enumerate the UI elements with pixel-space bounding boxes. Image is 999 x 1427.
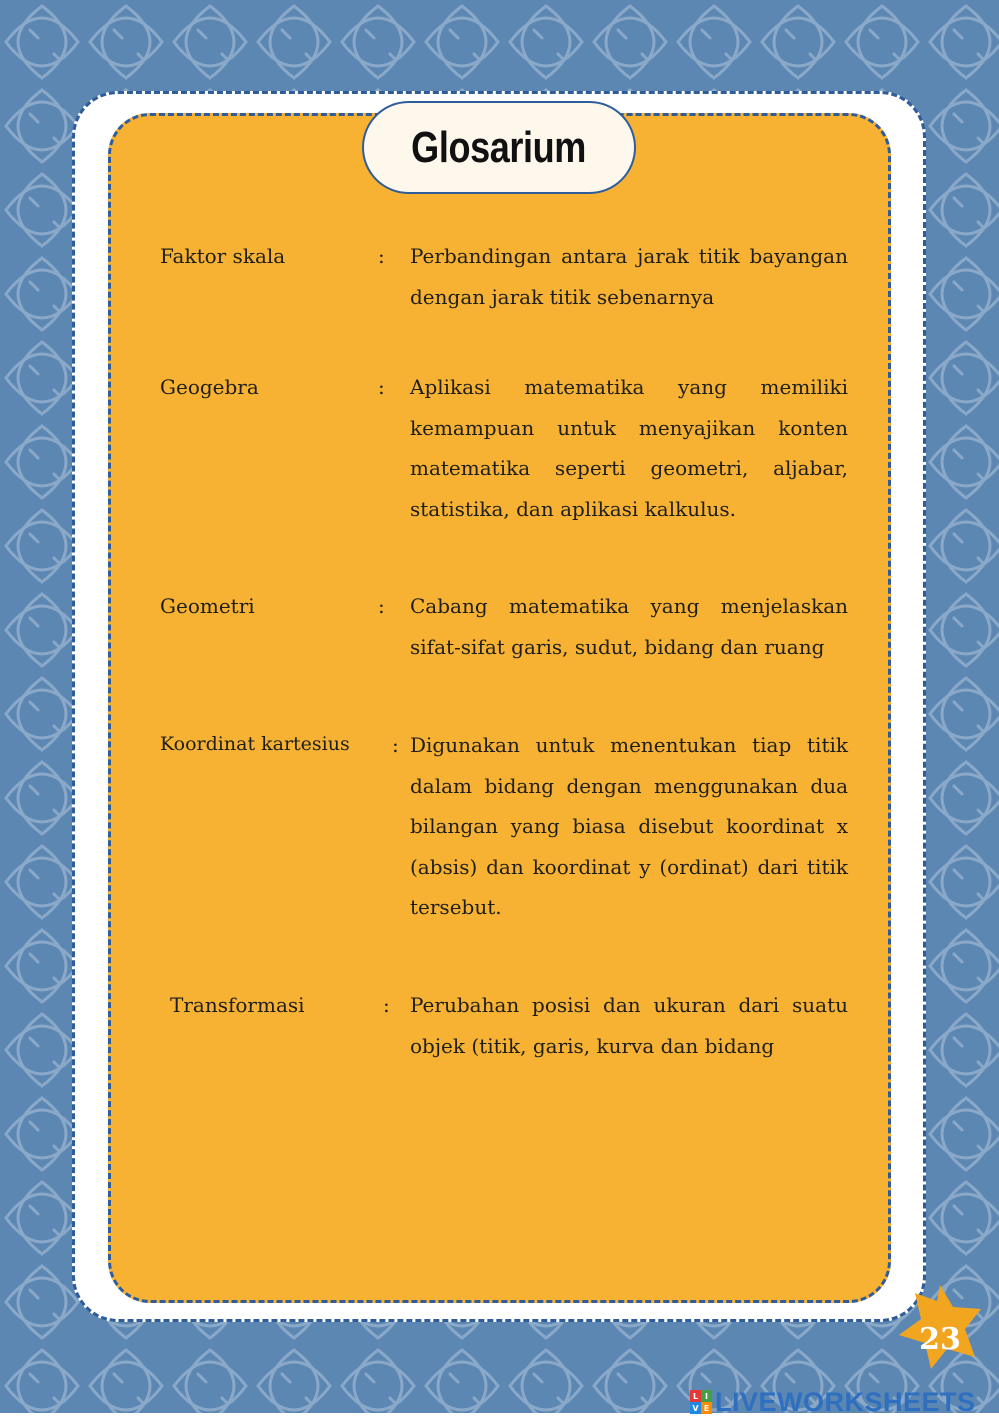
logo-letter: V (690, 1402, 701, 1414)
glossary-separator: : (378, 594, 385, 618)
glossary-definition: Perubahan posisi dan ukuran dari suatu objek (titik, garis, kurva dan bidang (410, 993, 848, 1058)
logo-letter: I (701, 1390, 712, 1402)
glossary-definition: Aplikasi matematika yang memiliki kemampuan untuk menyajikan konten matematika seperti geometri, aljabar, statistika, dan aplikasi kalkulus. (410, 375, 848, 521)
watermark-text: LIVEWORKSHEETS (715, 1386, 976, 1417)
glossary-separator: : (378, 244, 385, 268)
page-title: Glosarium (411, 122, 587, 172)
title-badge (362, 101, 636, 194)
glossary-separator: : (392, 733, 399, 757)
glossary-term: Geometri (160, 594, 255, 618)
glossary-term: Koordinat kartesius (160, 733, 350, 755)
liveworksheets-watermark (690, 1387, 976, 1417)
logo-letter: L (690, 1390, 701, 1402)
glossary-separator: : (378, 375, 385, 399)
glossary-term: Transformasi (170, 993, 305, 1017)
glossary-definition: Perbandingan antara jarak titik bayangan dengan jarak titik sebenarnya (410, 244, 848, 309)
page-number: 23 (919, 1322, 961, 1357)
glossary-definition: Digunakan untuk menentukan tiap titik dalam bidang dengan menggunakan dua bilangan yang biasa disebut koordinat x (absis) dan koordinat y (ordinat) dari titik tersebut. (410, 733, 848, 919)
glossary-term: Geogebra (160, 375, 259, 399)
glossary-term: Faktor skala (160, 244, 286, 268)
glossary-separator: : (383, 993, 390, 1017)
glossary-definition: Cabang matematika yang menjelaskan sifat-sifat garis, sudut, bidang dan ruang (410, 594, 848, 659)
liveworksheets-logo-icon (690, 1390, 712, 1414)
logo-letter: E (701, 1402, 712, 1414)
